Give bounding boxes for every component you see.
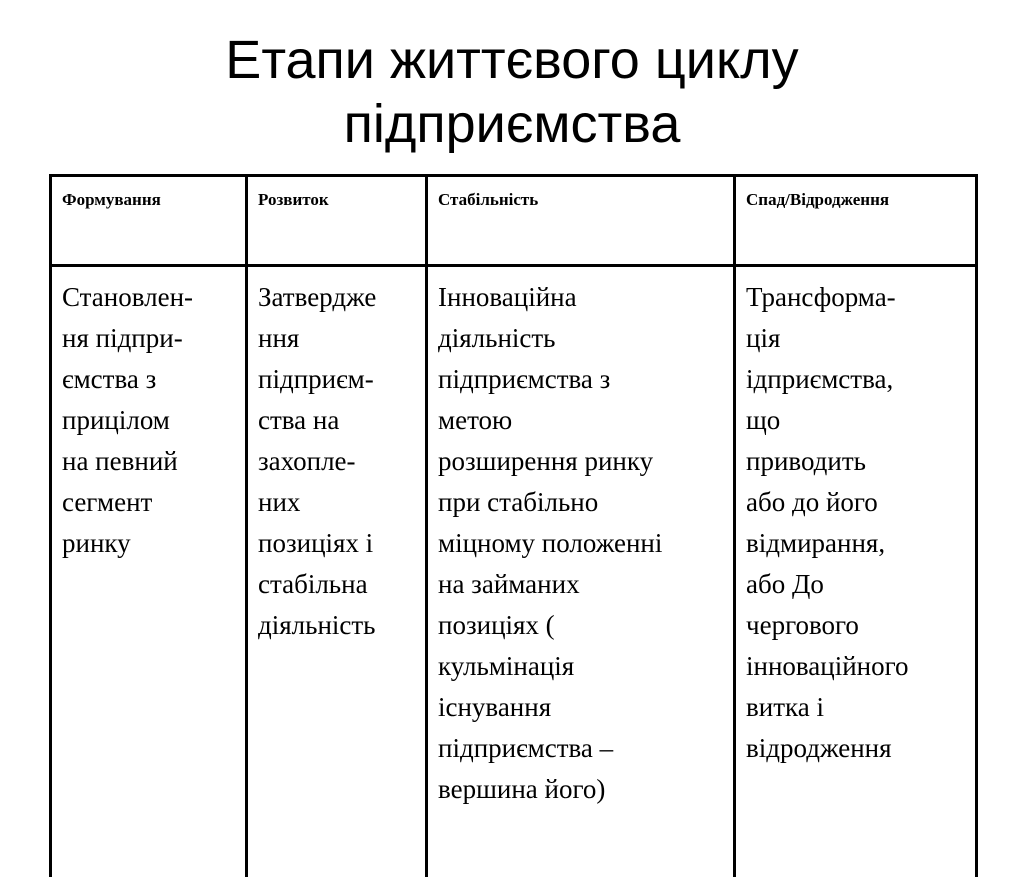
slide-title-line-2: підприємства [0, 92, 1024, 156]
cell-stability [427, 266, 735, 877]
header-formation: Формування [51, 176, 247, 266]
header-stability: Стабільність [427, 176, 735, 266]
table-body-row [51, 266, 977, 877]
header-development: Розвиток [247, 176, 427, 266]
life-cycle-stages-table [49, 174, 978, 877]
cell-decline-revival-text: Трансформа- ція ідприємства, що приводить або до його відмирання, або До чергового інноваційного витка і відродження [746, 277, 965, 769]
cell-development-text: Затвердже ння підприєм- ства на захопле- них позиціях і стабільна діяльність [258, 277, 415, 646]
slide-title-line-1: Етапи життєвого циклу [0, 28, 1024, 92]
cell-decline-revival [735, 266, 977, 877]
cell-stability-text: Інноваційна діяльність підприємства з метою розширення ринку при стабільно міцному положенні на займаних позиціях ( кульмінація існування підприємства – вершина його) [438, 277, 723, 810]
cell-development [247, 266, 427, 877]
slide-title [0, 28, 1024, 156]
cell-formation [51, 266, 247, 877]
table-header-row [51, 176, 977, 266]
cell-formation-text: Становлен- ня підпри- ємства з прицілом на певний сегмент ринку [62, 277, 235, 564]
header-decline-revival: Спад/Відродження [735, 176, 977, 266]
